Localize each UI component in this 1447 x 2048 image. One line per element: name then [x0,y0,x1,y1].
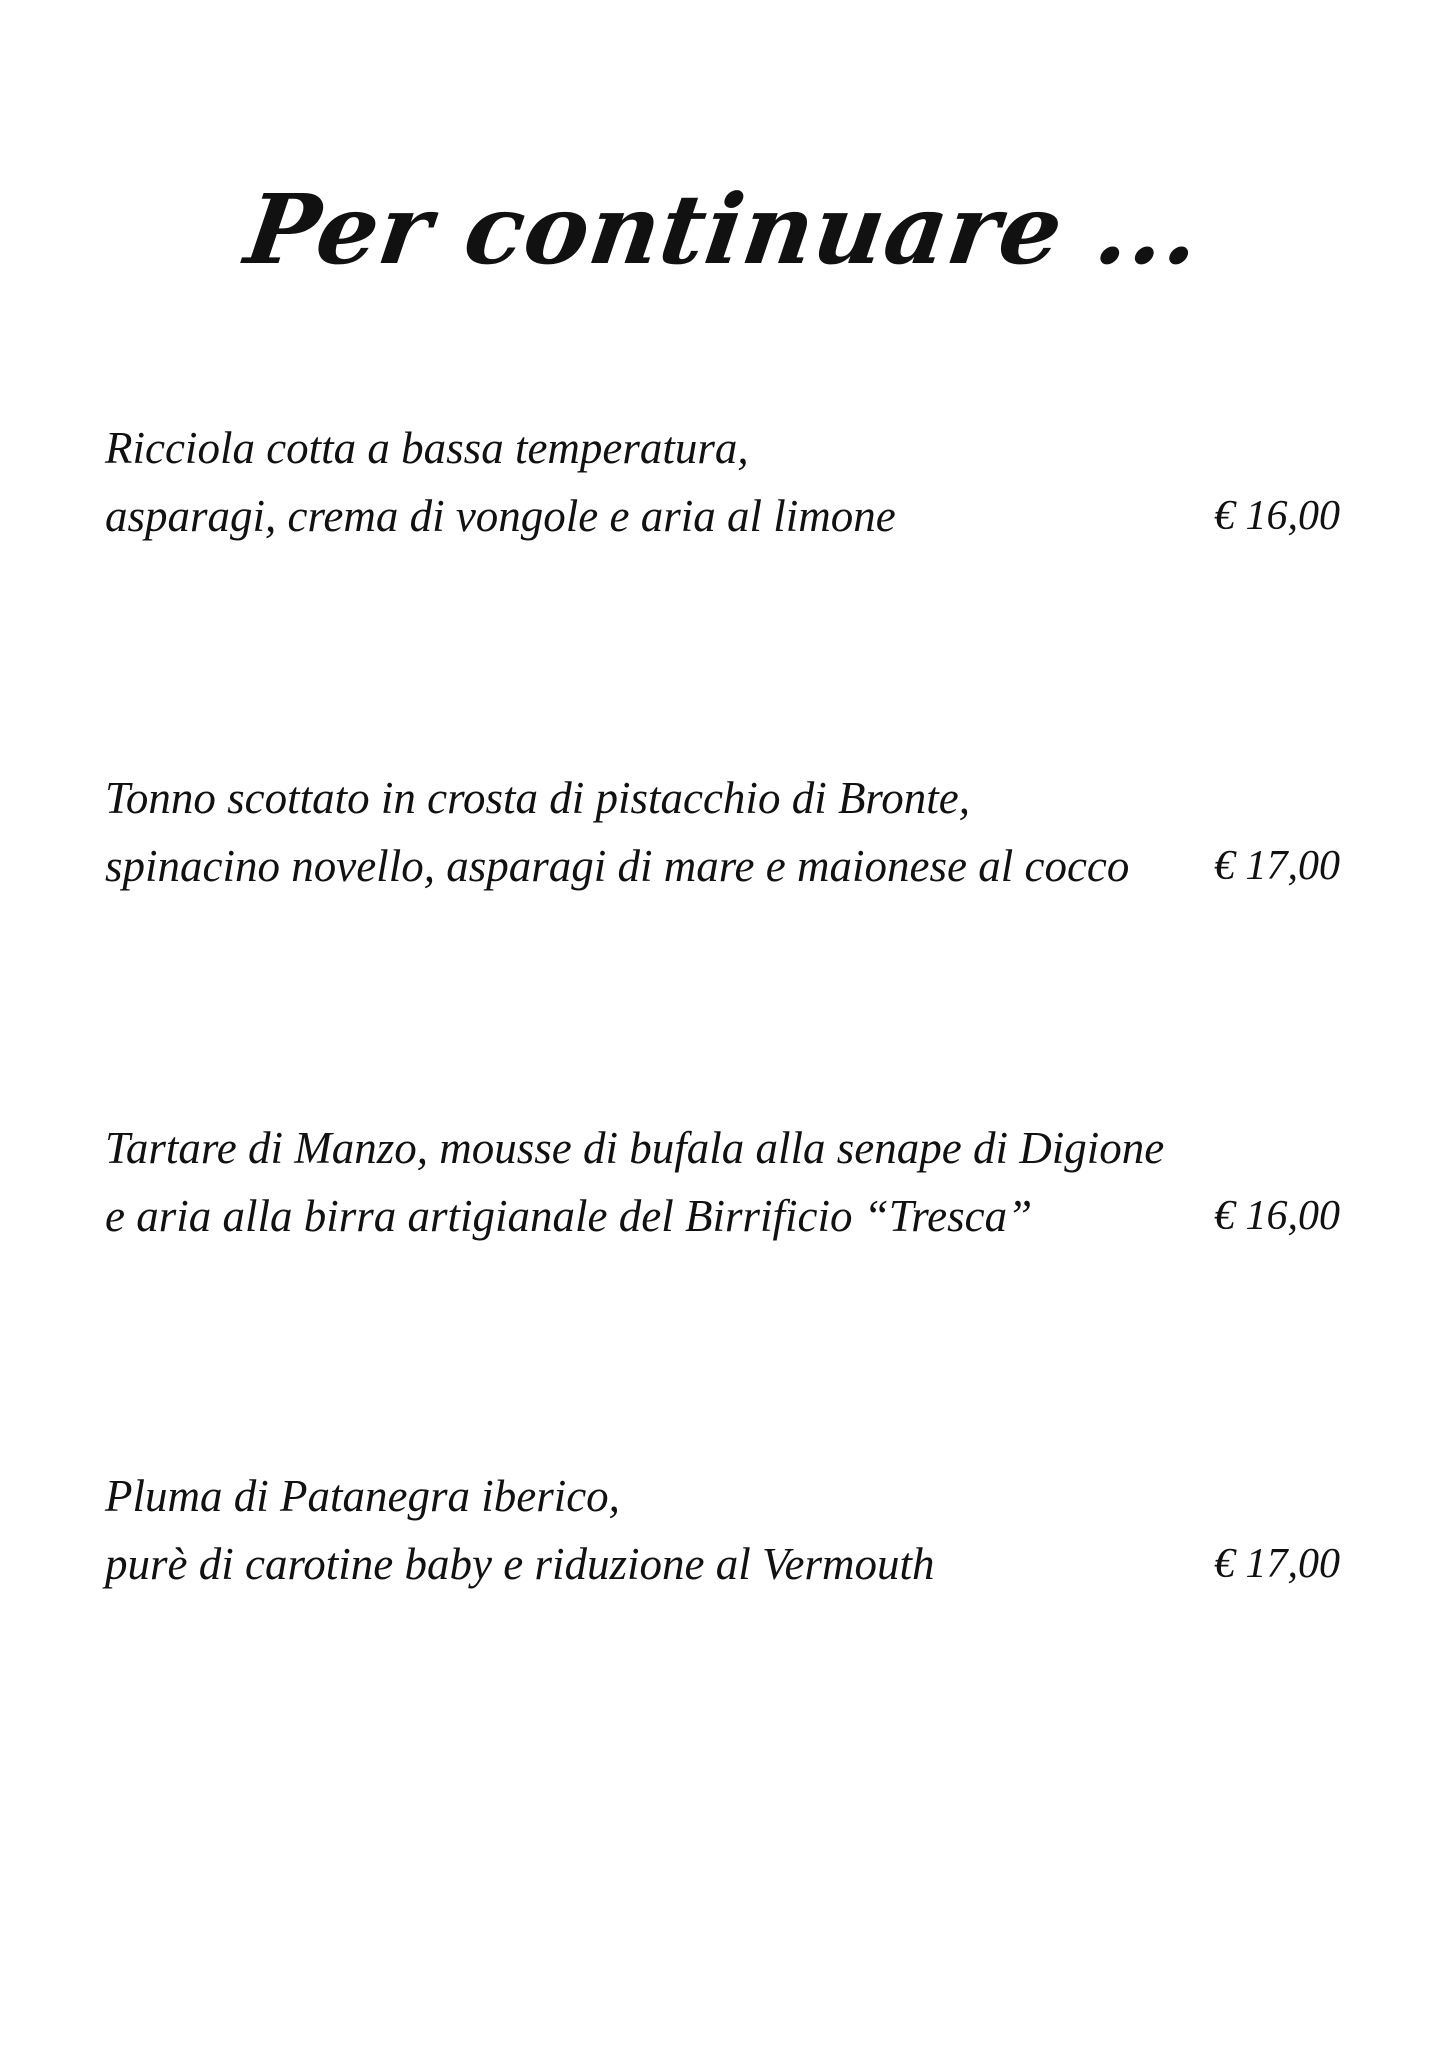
menu-item [105,1118,1340,1258]
dish-price: € 16,00 [1214,1193,1340,1239]
menu-item [105,418,1340,558]
dish-description: purè di carotine baby e riduzione al Vermouth [105,1539,935,1589]
dish-description: asparagi, crema di vongole e aria al limone [105,491,896,541]
menu-item [105,768,1340,908]
dish-price: € 17,00 [1214,843,1340,889]
menu-item [105,1466,1340,1606]
dish-name: Tonno scottato in crosta di pistacchio di Bronte, [105,773,970,823]
dish-name: Pluma di Patanegra iberico, [105,1471,620,1521]
dish-price: € 16,00 [1214,493,1340,539]
dish-name: Ricciola cotta a bassa temperatura, [105,423,749,473]
page-title: Per continuare ... [239,173,1208,286]
dish-description: spinacino novello, asparagi di mare e maionese al cocco [105,841,1130,891]
dish-price: € 17,00 [1214,1541,1340,1587]
dish-name: Tartare di Manzo, mousse di bufala alla senape di Digione [105,1123,1165,1173]
dish-description: e aria alla birra artigianale del Birrificio “Tresca” [105,1191,1033,1241]
